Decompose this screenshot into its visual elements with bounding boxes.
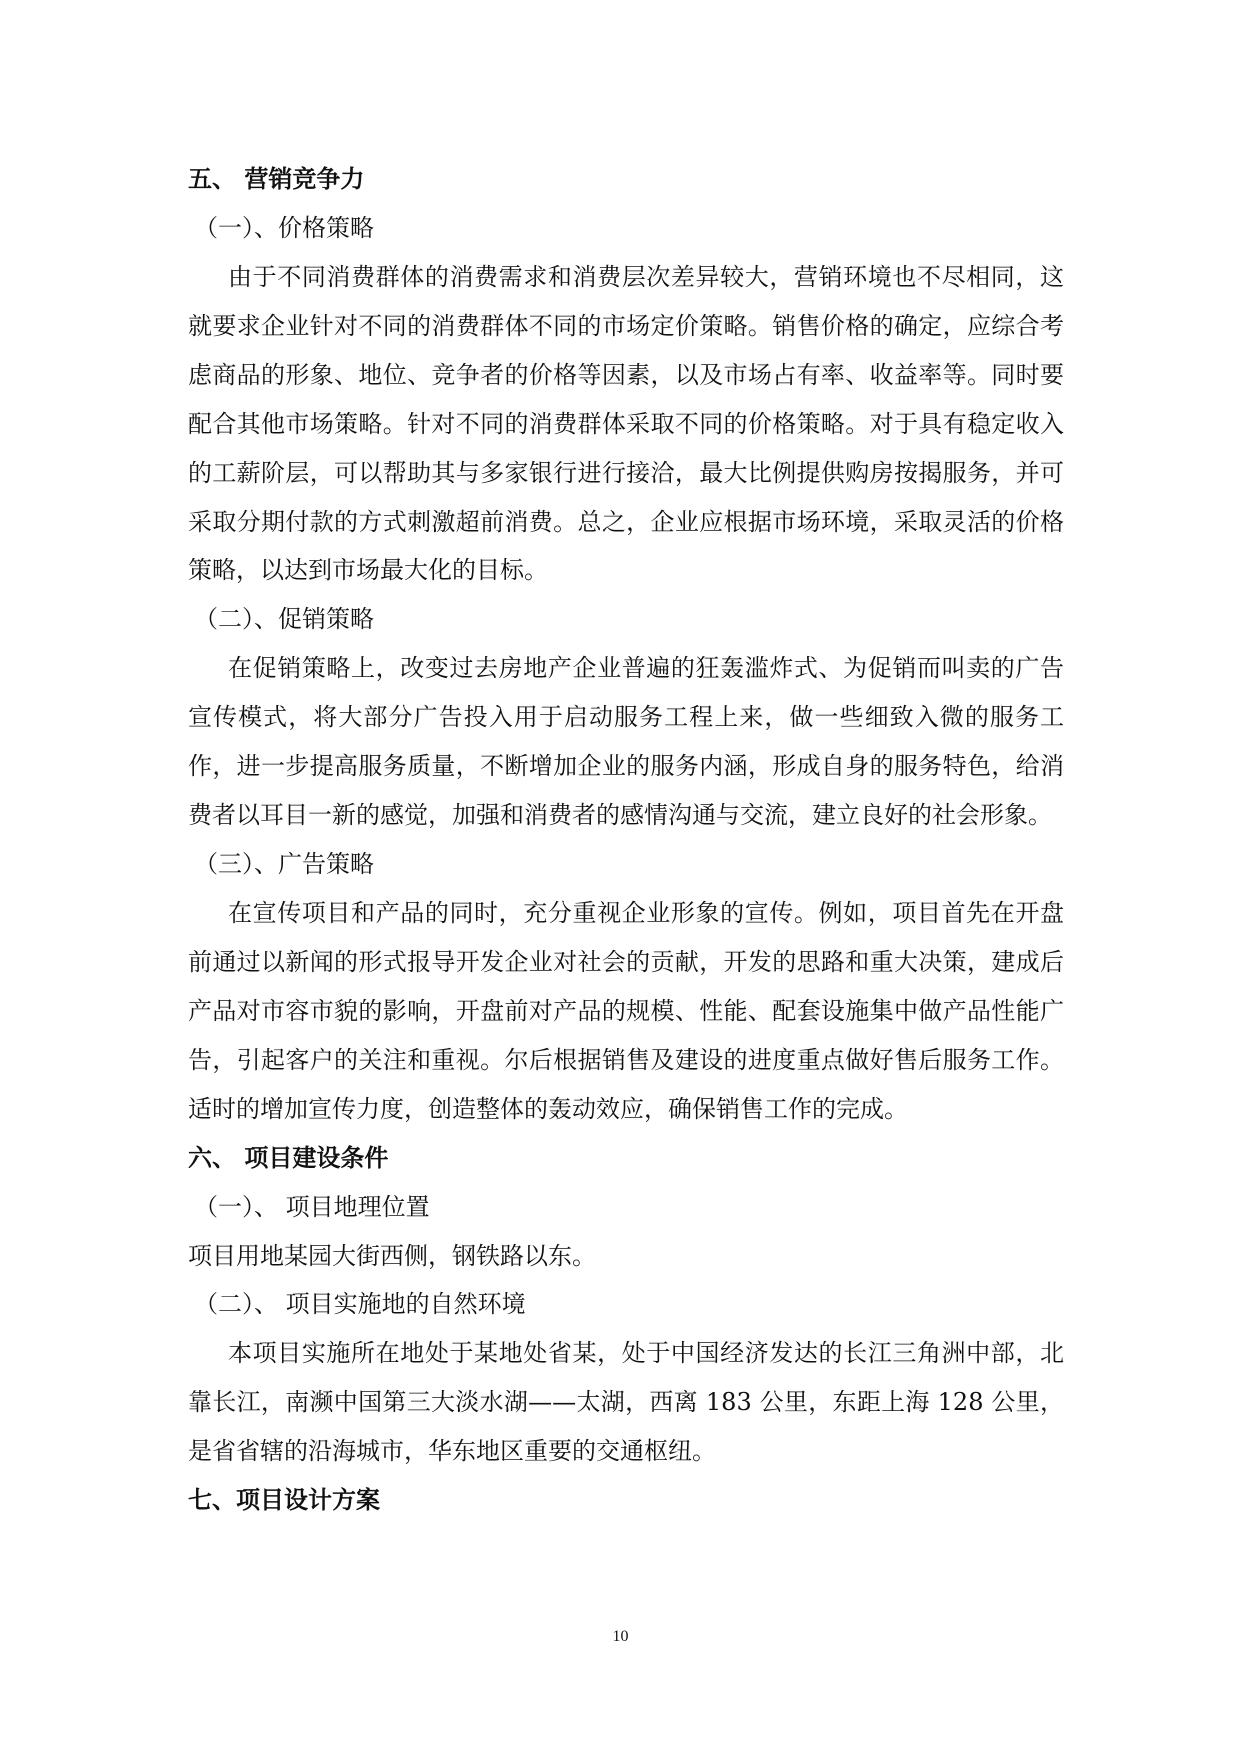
section-6-2-body: 本项目实施所在地处于某地处省某，处于中国经济发达的长江三角洲中部，北靠长江，南濒中国第三大淡水湖——太湖，西离 183 公里，东距上海 128 公里，是省省辖的沿海城市，华东地区重要的交通枢纽。 [188,1339,1064,1466]
section-6-2-title: （二）、 项目实施地的自然环境 [194,1290,526,1319]
section-5-heading: 五、 营销竞争力 [188,165,365,193]
section-5-3-title: （三）、广告策略 [194,849,374,878]
section-6-1-title: （一）、 项目地理位置 [194,1192,430,1221]
section-5-1-title: （一）、价格策略 [194,214,374,242]
section-5-2-title: （二）、促销策略 [194,605,374,634]
section-7-heading: 七、项目设计方案 [188,1486,380,1515]
section-5-1-body: 由于不同消费群体的消费需求和消费层次差异较大，营销环境也不尽相同，这就要求企业针对不同的消费群体不同的市场定价策略。销售价格的确定，应综合考虑商品的形象、地位、竞争者的价格等因素，以及市场占有率、收益率等。同时要配合其他市场策略。针对不同的消费群体采取不同的价格策略。对于具有稳定收入的工薪阶层，可以帮助其与多家银行进行接洽，最大比例提供购房按揭服务，并可采取分期付款的方式刺激超前消费。总之，企业应根据市场环境，采取灵活的价格策略，以达到市场最大化的目标。 [188,263,1064,585]
section-5-3-body: 在宣传项目和产品的同时，充分重视企业形象的宣传。例如，项目首先在开盘前通过以新闻的形式报导开发企业对社会的贡献，开发的思路和重大决策，建成后产品对市容市貌的影响，开盘前对产品的规模、性能、配套设施集中做产品性能广告，引起客户的关注和重视。尔后根据销售及建设的进度重点做好售后服务工作。适时的增加宣传力度，创造整体的轰动效应，确保销售工作的完成。 [188,898,1064,1123]
section-6-1-body: 项目用地某园大街西侧，钢铁路以东。 [188,1241,596,1270]
page-number: 10 [612,1628,629,1645]
section-5-2-body: 在促销策略上，改变过去房地产企业普遍的狂轰滥炸式、为促销而叫卖的广告宣传模式，将大部分广告投入用于启动服务工程上来，做一些细致入微的服务工作，进一步提高服务质量，不断增加企业的服务内涵，形成自身的服务特色，给消费者以耳目一新的感觉，加强和消费者的感情沟通与交流，建立良好的社会形象。 [188,654,1064,830]
section-6-heading: 六、 项目建设条件 [188,1143,389,1172]
page-content [188,155,1064,1525]
